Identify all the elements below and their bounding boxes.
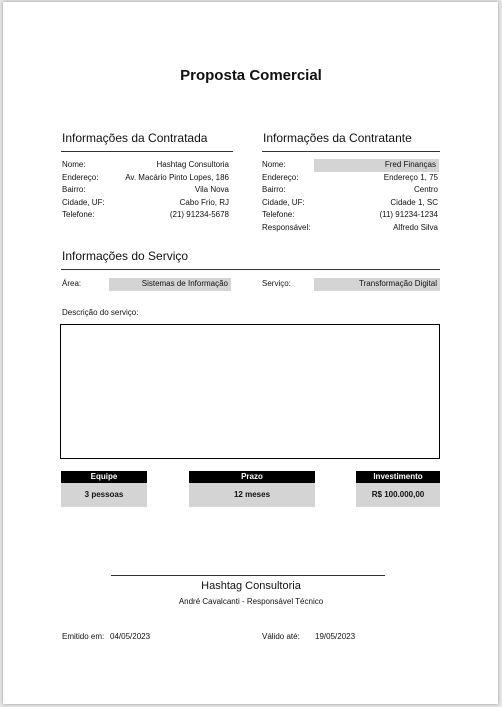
contratante-name-label: Nome:	[262, 160, 286, 169]
contratante-address-label: Endereço:	[262, 172, 299, 182]
description-text	[61, 325, 439, 333]
valido-label: Válido até:	[262, 632, 300, 641]
contratante-phone-label: Telefone:	[262, 210, 295, 219]
contratante-district-label: Bairro:	[262, 185, 286, 194]
prazo-header: Prazo	[189, 471, 315, 483]
contratante-name-value: Fred Finanças	[314, 159, 439, 172]
contratante-district-value: Centro	[413, 185, 438, 194]
contratada-district-value: Vila Nova	[194, 185, 229, 194]
contratada-city-value: Cabo Frio, RJ	[179, 197, 229, 207]
prazo-value: 12 meses	[189, 483, 315, 507]
service-label: Serviço:	[262, 279, 291, 288]
contratante-responsible-value: Alfredo Silva	[393, 222, 438, 232]
contratante-rule	[262, 151, 440, 152]
signature-person: André Cavalcanti - Responsável Técnico	[178, 597, 324, 606]
description-box	[60, 324, 440, 459]
contratada-address-value: Av. Macário Pinto Lopes, 186	[125, 172, 229, 182]
description-label: Descrição do serviço:	[62, 308, 139, 317]
contratante-address-value: Endereço 1, 75	[383, 172, 438, 182]
investimento-value: R$ 100.000,00	[356, 483, 440, 507]
investimento-header: Investimento	[356, 471, 440, 483]
contratante-city-value: Cidade 1, SC	[390, 197, 438, 207]
servico-rule	[61, 269, 440, 270]
contratada-name-value: Hashtag Consultoria	[156, 160, 229, 169]
contratada-name-label: Nome:	[62, 160, 86, 169]
servico-heading: Informações do Serviço	[62, 249, 189, 263]
area-value: Sistemas de Informação	[109, 278, 231, 291]
contratante-heading: Informações da Contratante	[263, 131, 412, 145]
contratante-city-label: Cidade, UF:	[262, 197, 305, 207]
signature-company: Hashtag Consultoria	[201, 580, 301, 592]
contratada-phone-label: Telefone:	[62, 210, 95, 219]
equipe-value: 3 pessoas	[61, 483, 147, 507]
emitido-value: 04/05/2023	[110, 632, 151, 641]
equipe-header: Equipe	[61, 471, 147, 483]
document-title: Proposta Comercial	[180, 67, 322, 84]
contratada-heading: Informações da Contratada	[62, 131, 208, 145]
area-label: Área:	[62, 279, 82, 288]
contratada-phone-value: (21) 91234-5678	[169, 210, 229, 219]
valido-value: 19/05/2023	[315, 632, 356, 641]
contratada-city-label: Cidade, UF:	[62, 197, 105, 207]
contratante-phone-value: (11) 91234-1234	[379, 210, 438, 219]
emitido-label: Emitido em:	[62, 632, 105, 641]
service-value: Transformação Digital	[314, 278, 440, 291]
signature-line	[111, 575, 385, 576]
contratada-district-label: Bairro:	[62, 185, 86, 194]
contratada-rule	[61, 151, 233, 152]
contratante-responsible-label: Responsável:	[262, 222, 311, 232]
contratada-address-label: Endereço:	[62, 172, 99, 182]
